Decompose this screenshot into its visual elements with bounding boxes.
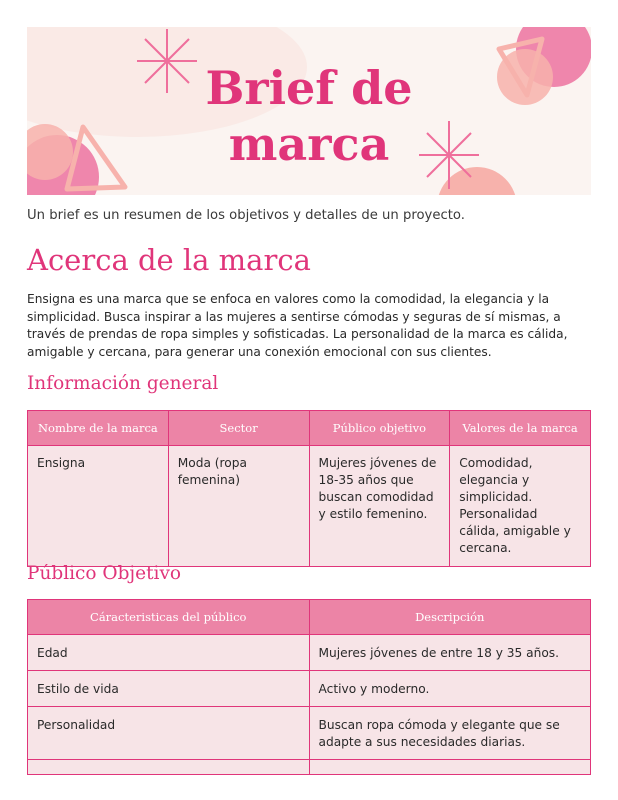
header-cell: Público objetivo bbox=[309, 411, 450, 446]
header-banner bbox=[27, 27, 591, 195]
table-cell: Personalidad bbox=[28, 707, 310, 760]
table-cell: Buscan ropa cómoda y elegante que se adapte a sus necesidades diarias. bbox=[309, 707, 591, 760]
about-heading: Acerca de la marca bbox=[27, 243, 311, 277]
header-cell: Sector bbox=[168, 411, 309, 446]
table-cell: Moda (ropa femenina) bbox=[168, 446, 309, 567]
table-row bbox=[28, 446, 591, 567]
header-cell: Descripción bbox=[309, 600, 591, 635]
table-cell: Edad bbox=[28, 635, 310, 671]
table-row bbox=[28, 635, 591, 671]
table-cell: Activo y moderno. bbox=[309, 671, 591, 707]
table-cell: Estilo de vida bbox=[28, 671, 310, 707]
table-header-row bbox=[28, 600, 591, 635]
header-cell: Cáracteristicas del público bbox=[28, 600, 310, 635]
target-audience-table bbox=[27, 599, 591, 775]
table-cell: Comodidad, elegancia y simplicidad. Personalidad cálida, amigable y cercana. bbox=[450, 446, 591, 567]
table-header-row bbox=[28, 411, 591, 446]
document-subtitle: Un brief es un resumen de los objetivos y detalles de un proyecto. bbox=[27, 208, 465, 223]
table-cell: Mujeres jóvenes de entre 18 y 35 años. bbox=[309, 635, 591, 671]
general-info-table bbox=[27, 410, 591, 567]
table-cell bbox=[28, 760, 310, 775]
about-paragraph: Ensigna es una marca que se enfoca en valores como la comodidad, la elegancia y la simplicidad. Busca inspirar a las mujeres a sentirse cómodas y seguras de sí mismas, a través de prendas de ropa simples y sofisticadas. La personalidad de la marca es cálida, amigable y cercana, para generar una conexión emocional con sus clientes. bbox=[27, 292, 568, 359]
table-row bbox=[28, 707, 591, 760]
target-audience-heading: Público Objetivo bbox=[27, 563, 182, 584]
table-row bbox=[28, 671, 591, 707]
banner-title-line1: Brief de bbox=[205, 61, 413, 115]
table-cell bbox=[309, 760, 591, 775]
banner-title-line2: marca bbox=[228, 117, 390, 171]
header-cell: Nombre de la marca bbox=[28, 411, 169, 446]
table-cell: Mujeres jóvenes de 18-35 años que buscan comodidad y estilo femenino. bbox=[309, 446, 450, 567]
header-cell: Valores de la marca bbox=[450, 411, 591, 446]
general-info-heading: Información general bbox=[27, 373, 219, 394]
table-cell: Ensigna bbox=[28, 446, 169, 567]
table-row bbox=[28, 760, 591, 775]
